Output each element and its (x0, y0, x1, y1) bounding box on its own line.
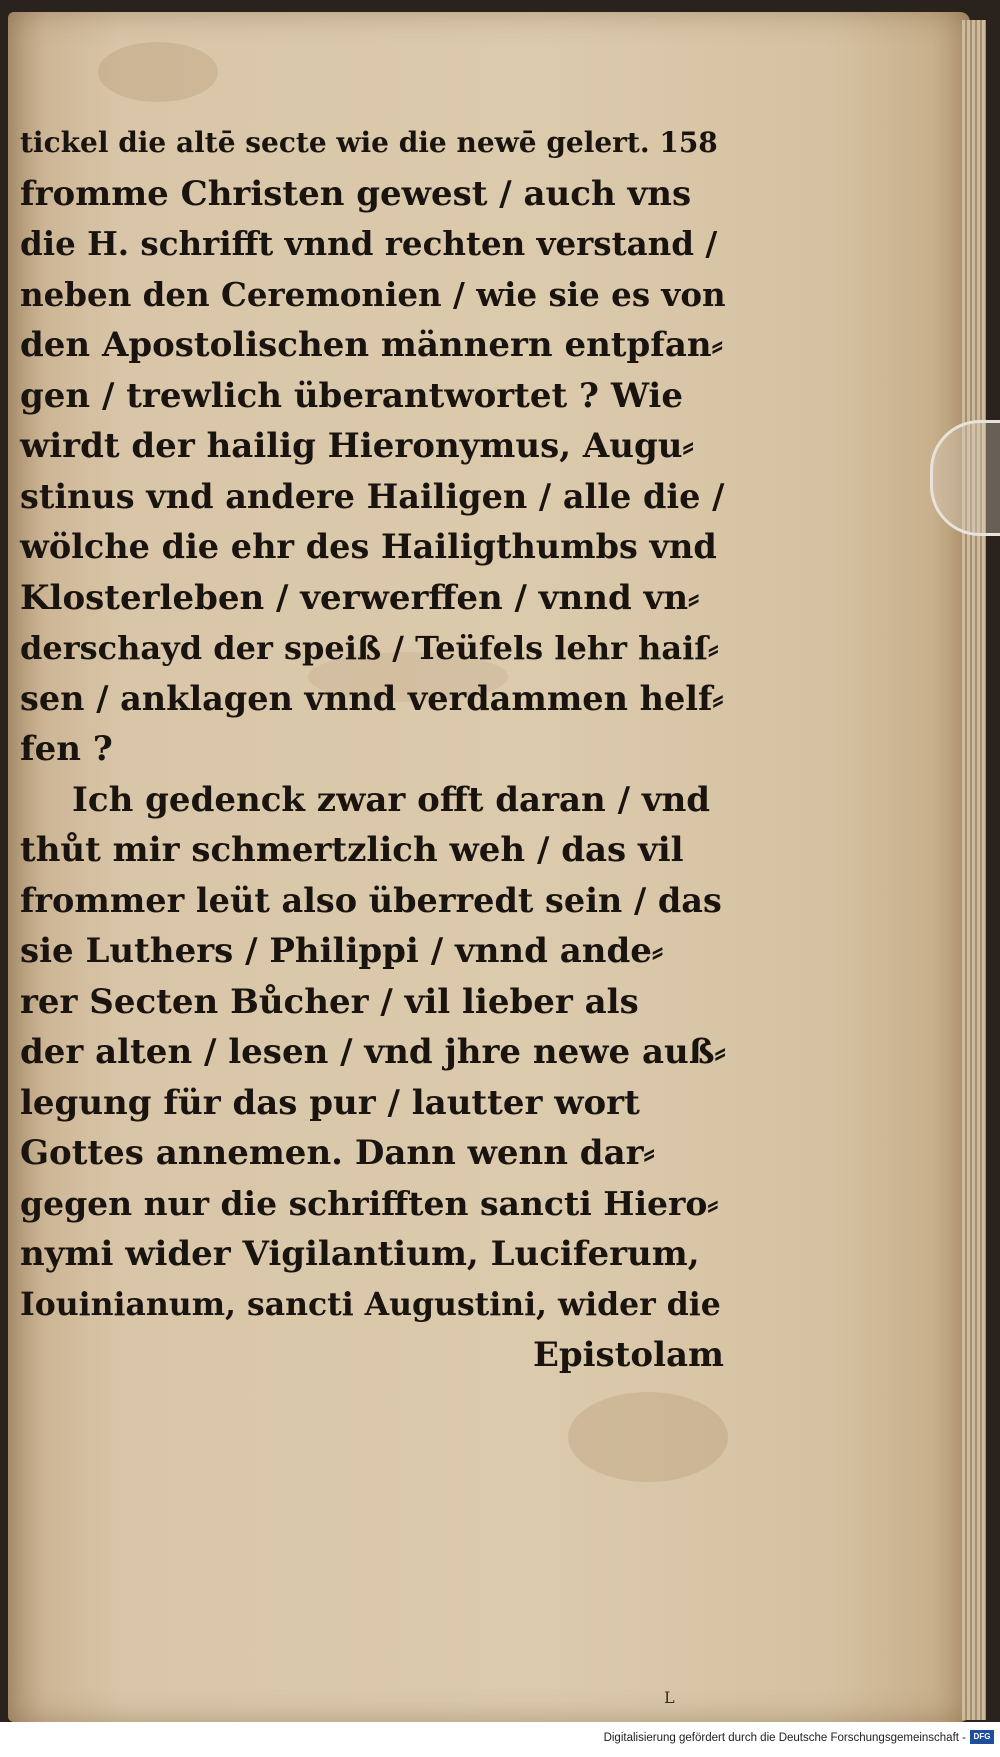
text-line: neben den Ceremonien / wie sie es von (20, 274, 726, 314)
text-line: wirdt der hailig Hieronymus, Augu⸗ (20, 426, 694, 466)
text-line: frommer leüt also überredt sein / das (20, 880, 722, 920)
footer-bar (0, 1722, 1000, 1757)
text-line: Iouinianum, sancti Augustini, wider die (20, 1285, 721, 1323)
text-line: derschayd der speiß / Teüfels lehr haiſ⸗ (20, 629, 719, 667)
text-line: rer Secten Bůcher / vil lieber als (20, 981, 639, 1022)
text-line: sie Luthers / Philippi / vnnd ande⸗ (20, 931, 664, 971)
page-edges (962, 20, 986, 1720)
text-line: gen / trewlich überantwortet ? Wie (20, 375, 683, 416)
text-line: stinus vnd andere Hailigen / alle die / (20, 476, 725, 516)
text-line: Klosterleben / verwerffen / vnnd vn⸗ (20, 577, 700, 618)
text-line: fromme Christen gewest / auch vns (20, 173, 692, 214)
text-line: den Apostolischen männern entpfan⸗ (20, 325, 723, 365)
dfg-logo-icon: DFG (970, 1730, 994, 1744)
catchword: Epistolam (532, 1335, 724, 1375)
running-header: tickel die altē secte wie die newē gelert. 158 (20, 126, 718, 159)
text-line: gegen nur die schrifften sancti Hiero⸗ (20, 1183, 719, 1223)
text-line: wölche die ehr des Hailigthumbs vnd (20, 527, 717, 566)
text-line: nymi wider Vigilantium, Luciferum, (20, 1234, 700, 1274)
text-line: thůt mir schmertzlich weh / das vil (20, 830, 684, 870)
paragraph-start-line: Ich gedenck zwar offt daran / vnd (72, 779, 711, 820)
text-line: Gottes annemen. Dann wenn dar⸗ (20, 1133, 655, 1173)
text-line: der alten / lesen / vnd jhre newe auß⸗ (20, 1032, 726, 1072)
paper-stain (98, 42, 218, 102)
funding-credit: Digitalisierung gefördert durch die Deutsche Forschungsgemeinschaft - (603, 1732, 966, 1744)
text-line: fen ? (20, 729, 113, 769)
text-line: die H. schrifft vnnd rechten verstand / (20, 224, 718, 263)
page-text (20, 118, 730, 1381)
text-line: legung für das pur / lautter wort (20, 1082, 640, 1123)
paper-stain (568, 1392, 728, 1482)
text-line: sen / anklagen vnnd verdammen helf⸗ (20, 678, 724, 718)
signature-mark: L (664, 1688, 675, 1707)
